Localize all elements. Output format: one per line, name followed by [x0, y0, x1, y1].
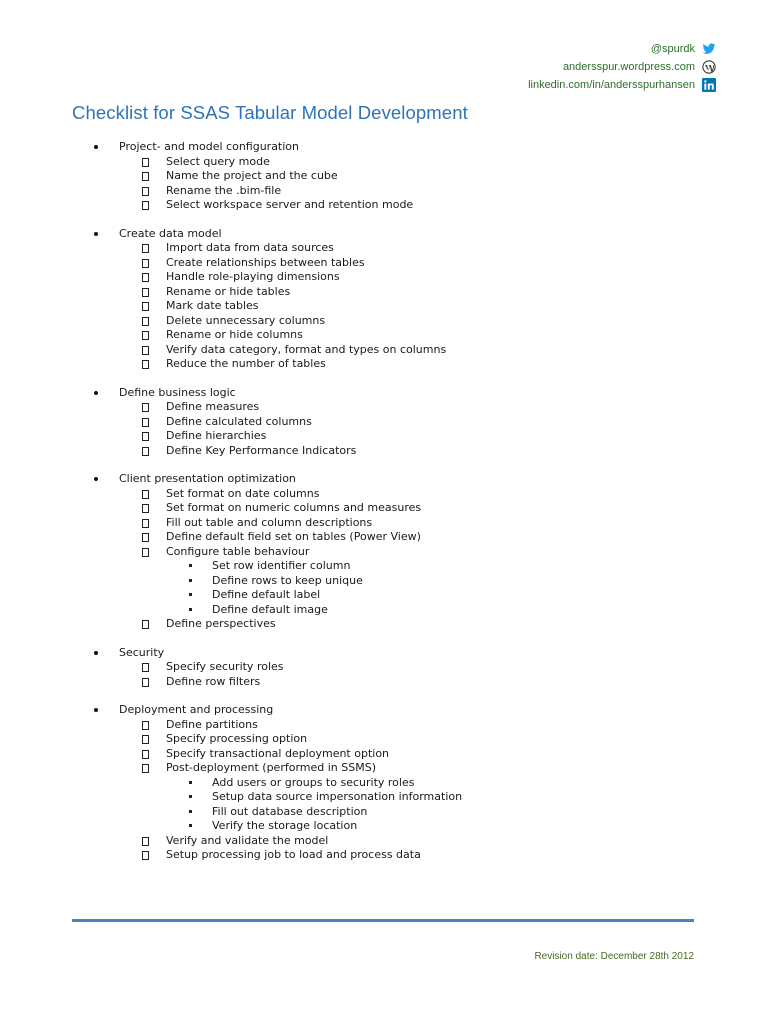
checklist-subitem [0, 559, 768, 574]
section-title: Deployment and processing [119, 703, 274, 716]
page-title: Checklist for SSAS Tabular Model Development [72, 102, 468, 123]
checklist-item [0, 501, 768, 516]
checkbox-icon[interactable] [142, 764, 149, 773]
checklist-item-label: Rename or hide tables [166, 284, 291, 298]
checklist-item-label: Define partitions [166, 717, 258, 731]
checkbox-icon[interactable] [142, 837, 149, 846]
checklist-subitem-label: Define default label [212, 588, 321, 601]
section-title: Client presentation optimization [119, 472, 296, 485]
checklist-item-label: Setup processing job to load and process data [166, 848, 421, 861]
checkbox-icon[interactable] [142, 273, 149, 282]
blog-link[interactable]: andersspur.wordpress.com [562, 61, 695, 73]
blog-row[interactable] [296, 59, 716, 75]
checkbox-icon[interactable] [142, 360, 149, 369]
checklist-item [0, 444, 768, 459]
square-bullet-icon [189, 810, 192, 813]
checklist-item-label: Configure table behaviour [166, 544, 310, 558]
checklist-section [0, 140, 768, 213]
bullet-icon [94, 651, 98, 655]
checklist-item [0, 400, 768, 415]
checklist-item-label: Define hierarchies [166, 429, 267, 442]
section-heading [0, 472, 768, 487]
checkbox-icon[interactable] [142, 187, 149, 196]
bullet-icon [94, 477, 98, 481]
section-heading [0, 703, 768, 718]
checklist-subitem-label: Define default image [212, 602, 328, 616]
square-bullet-icon [189, 824, 192, 827]
checkbox-icon[interactable] [142, 620, 149, 629]
checklist-item-label: Mark date tables [166, 299, 259, 312]
checklist-item [0, 256, 768, 271]
checklist-item-label: Create relationships between tables [166, 255, 365, 269]
linkedin-row[interactable] [296, 77, 716, 93]
checkbox-icon[interactable] [142, 259, 149, 268]
checkbox-icon[interactable] [142, 663, 149, 672]
checklist-item-label: Rename or hide columns [166, 328, 303, 341]
checklist-item-label: Define default field set on tables (Power View) [166, 530, 421, 543]
checklist-subitem [0, 603, 768, 618]
checkbox-icon[interactable] [142, 504, 149, 513]
checklist-item-label: Define perspectives [166, 617, 276, 630]
checkbox-icon[interactable] [142, 201, 149, 210]
section-title: Create data model [119, 226, 222, 240]
checklist-subitem-label: Set row identifier column [212, 559, 351, 572]
checklist-item [0, 241, 768, 256]
section-title: Security [119, 645, 165, 659]
checklist-item [0, 761, 768, 776]
checklist-item [0, 184, 768, 199]
checkbox-icon[interactable] [142, 331, 149, 340]
checklist-item [0, 530, 768, 545]
checklist-subitem [0, 574, 768, 589]
checklist-item-label: Rename the .bim-file [166, 183, 282, 197]
checkbox-icon[interactable] [142, 346, 149, 355]
checklist-item [0, 198, 768, 213]
checklist-item [0, 718, 768, 733]
checklist-section [0, 227, 768, 372]
checklist-item-label: Verify and validate the model [166, 833, 329, 847]
twitter-bird-icon [702, 42, 716, 56]
square-bullet-icon [189, 593, 192, 596]
section-title: Project- and model configuration [119, 140, 300, 153]
checklist-item [0, 299, 768, 314]
checklist-item [0, 429, 768, 444]
checklist-item [0, 285, 768, 300]
checkbox-icon[interactable] [142, 288, 149, 297]
checklist-item-label: Handle role-playing dimensions [166, 270, 340, 283]
checklist-item-label: Specify processing option [166, 732, 308, 745]
checklist-section [0, 646, 768, 690]
checklist-item-label: Post-deployment (performed in SSMS) [166, 761, 376, 774]
checklist-item [0, 516, 768, 531]
checkbox-icon[interactable] [142, 244, 149, 253]
checklist-section [0, 386, 768, 459]
checklist [0, 140, 768, 877]
checkbox-icon[interactable] [142, 519, 149, 528]
checklist-subitem [0, 790, 768, 805]
twitter-row[interactable] [296, 41, 716, 57]
square-bullet-icon [189, 579, 192, 582]
twitter-handle[interactable]: @spurdk [650, 43, 695, 55]
checklist-subitem [0, 776, 768, 791]
bullet-icon [94, 391, 98, 395]
checkbox-icon[interactable] [142, 735, 149, 744]
checklist-item-label: Define Key Performance Indicators [166, 443, 357, 457]
checkbox-icon[interactable] [142, 172, 149, 181]
checklist-item-label: Specify security roles [166, 660, 284, 673]
checklist-item [0, 169, 768, 184]
checklist-item-label: Verify data category, format and types on columns [166, 342, 447, 356]
checklist-item-label: Select workspace server and retention mode [166, 198, 414, 211]
section-heading [0, 646, 768, 661]
checkbox-icon[interactable] [142, 678, 149, 687]
section-heading [0, 140, 768, 155]
bullet-icon [94, 145, 98, 149]
checklist-item [0, 617, 768, 632]
checkbox-icon[interactable] [142, 158, 149, 167]
checkbox-icon[interactable] [142, 721, 149, 730]
checklist-item [0, 415, 768, 430]
checklist-item-label: Delete unnecessary columns [166, 313, 326, 327]
checklist-item-label: Define row filters [166, 674, 261, 688]
checklist-subitem [0, 588, 768, 603]
checklist-item [0, 357, 768, 372]
section-heading [0, 227, 768, 242]
square-bullet-icon [189, 564, 192, 567]
checklist-subitem-label: Fill out database description [212, 804, 368, 818]
checklist-item [0, 270, 768, 285]
checkbox-icon[interactable] [142, 302, 149, 311]
section-title: Define business logic [119, 385, 236, 399]
checklist-item [0, 314, 768, 329]
checkbox-icon[interactable] [142, 533, 149, 542]
checklist-item-label: Fill out table and column descriptions [166, 515, 373, 529]
checklist-item [0, 747, 768, 762]
checklist-item [0, 848, 768, 863]
square-bullet-icon [189, 795, 192, 798]
footer-divider [72, 919, 694, 922]
checkbox-icon[interactable] [142, 447, 149, 456]
checklist-item-label: Specify transactional deployment option [166, 746, 390, 760]
checklist-item [0, 155, 768, 170]
square-bullet-icon [189, 781, 192, 784]
checklist-item-label: Define measures [166, 400, 260, 413]
checklist-subitem [0, 805, 768, 820]
checklist-item [0, 834, 768, 849]
checklist-item-label: Import data from data sources [166, 241, 334, 254]
bullet-icon [94, 708, 98, 712]
checklist-item-label: Set format on date columns [166, 486, 320, 500]
checklist-item [0, 487, 768, 502]
checklist-item [0, 732, 768, 747]
checkbox-icon[interactable] [142, 418, 149, 427]
checklist-subitem-label: Add users or groups to security roles [212, 775, 415, 789]
contact-block [296, 41, 716, 95]
checklist-item [0, 545, 768, 560]
checklist-item [0, 675, 768, 690]
revision-date: Revision date: December 28th 2012 [534, 951, 694, 962]
checkbox-icon[interactable] [142, 403, 149, 412]
checklist-section [0, 472, 768, 632]
checklist-item-label: Select query mode [166, 154, 270, 168]
checkbox-icon[interactable] [142, 490, 149, 499]
checklist-subitem-label: Verify the storage location [212, 819, 358, 832]
linkedin-link[interactable]: linkedin.com/in/andersspurhansen [528, 79, 695, 91]
wordpress-icon [702, 60, 716, 74]
checklist-item-label: Name the project and the cube [166, 169, 338, 182]
checklist-item-label: Define calculated columns [166, 414, 312, 428]
checkbox-icon[interactable] [142, 432, 149, 441]
checklist-item [0, 660, 768, 675]
checklist-subitem [0, 819, 768, 834]
section-heading [0, 386, 768, 401]
checkbox-icon[interactable] [142, 317, 149, 326]
checklist-subitem-label: Define rows to keep unique [212, 573, 363, 587]
checklist-item-label: Set format on numeric columns and measures [166, 501, 422, 514]
checkbox-icon[interactable] [142, 548, 149, 557]
checklist-item [0, 343, 768, 358]
bullet-icon [94, 232, 98, 236]
checkbox-icon[interactable] [142, 750, 149, 759]
checklist-section [0, 703, 768, 863]
checkbox-icon[interactable] [142, 851, 149, 860]
checklist-item-label: Reduce the number of tables [166, 357, 326, 370]
checklist-item [0, 328, 768, 343]
linkedin-icon [702, 78, 716, 92]
square-bullet-icon [189, 608, 192, 611]
checklist-subitem-label: Setup data source impersonation information [212, 790, 463, 803]
